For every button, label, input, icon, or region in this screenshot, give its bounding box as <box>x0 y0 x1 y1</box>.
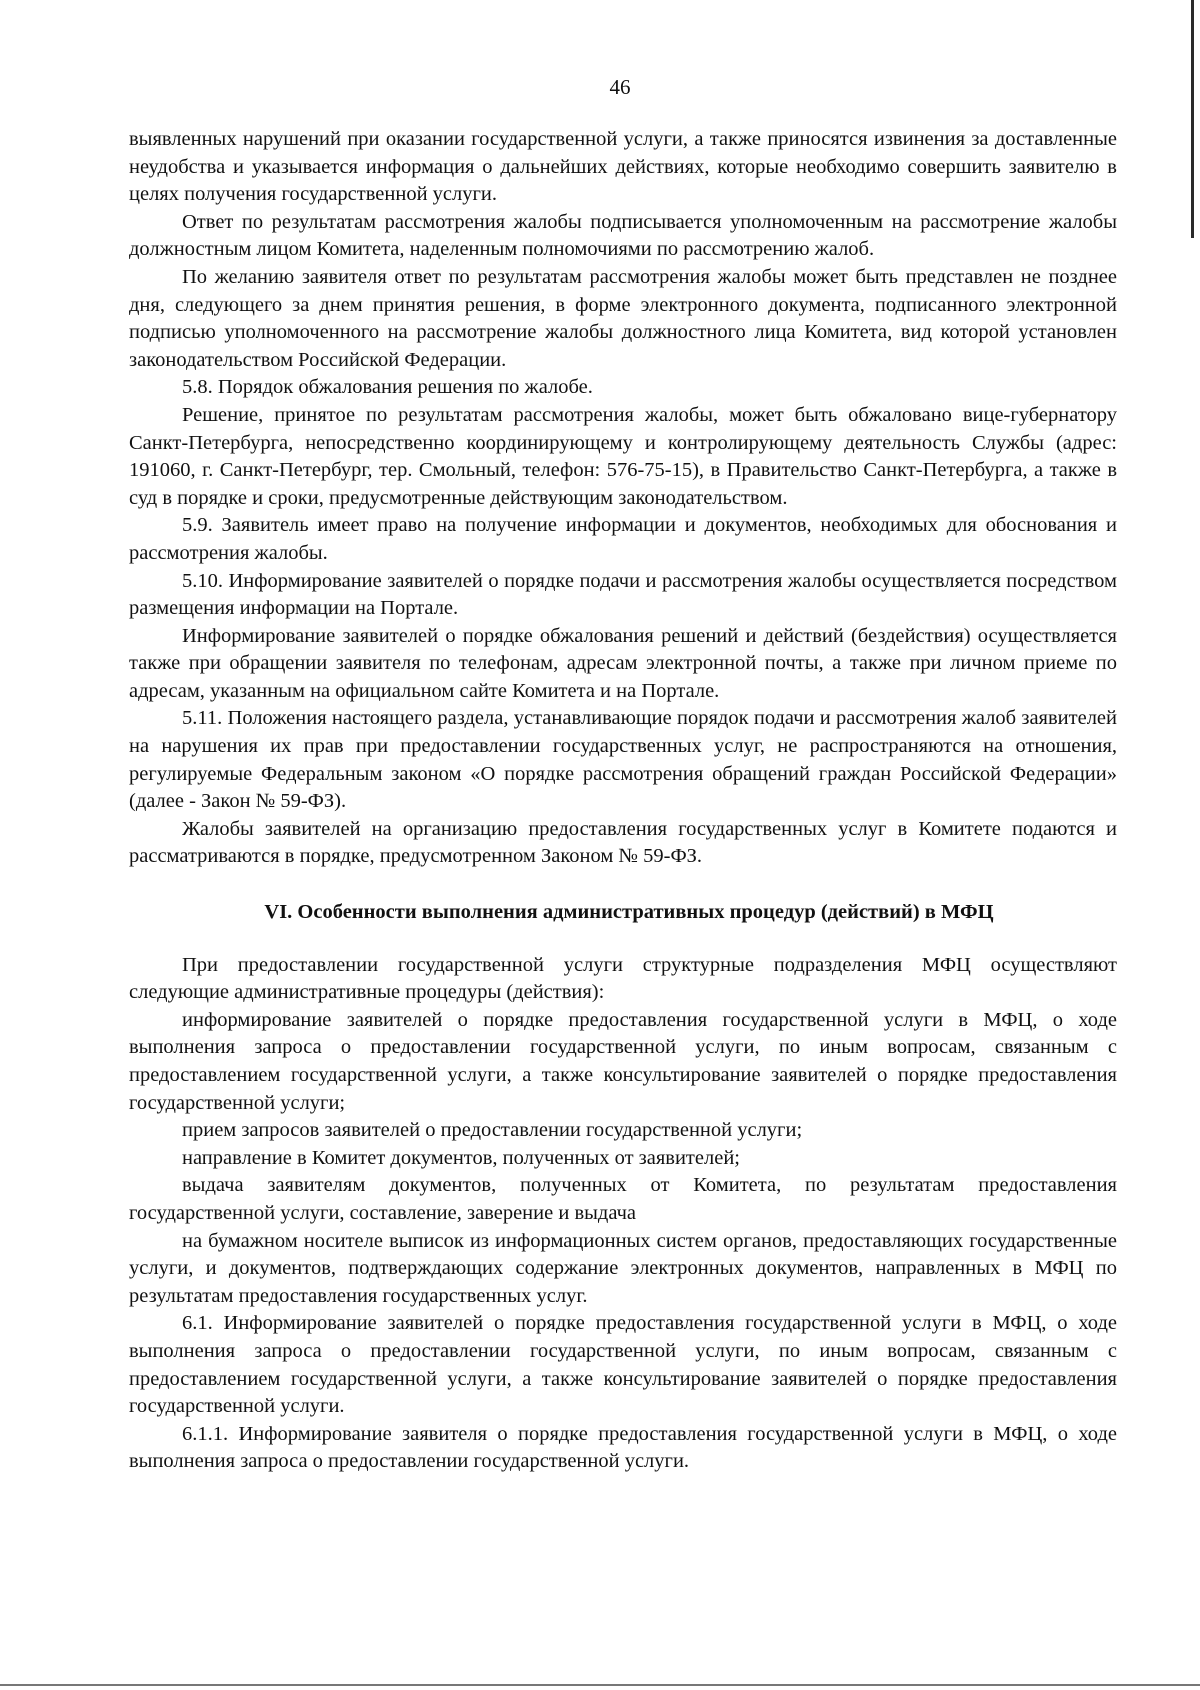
paragraph: 5.11. Положения настоящего раздела, устанавливающие порядок подачи и рассмотрения жалоб заявителей на нарушения их прав при предоставлении государственных услуг, не распространяются на отношения, регулируемые Федеральным законом «О порядке рассмотрения обращений граждан Российской Федерации» (далее - Закон № 59-ФЗ). <box>129 707 1117 813</box>
paragraph: 6.1.1. Информирование заявителя о порядке предоставления государственной услуги в МФЦ, о ходе выполнения запроса о предоставлении государственной услуги. <box>129 1422 1117 1473</box>
paragraph: выдача заявителям документов, полученных от Комитета, по результатам предоставления государственной услуги, составление, заверение и выдача <box>129 1174 1117 1224</box>
scan-edge-line <box>1191 0 1194 238</box>
paragraph: выявленных нарушений при оказании государственной услуги, а также приносятся извинения за доставленные неудобства и указывается информация о дальнейших действиях, которые необходимо совершить заявителю в целях получения государственной услуги. <box>129 128 1117 206</box>
paragraph: Жалобы заявителей на организацию предоставления государственных услуг в Комитете подаются и рассматриваются в порядке, предусмотренном Законом № 59-ФЗ. <box>129 817 1117 868</box>
paragraph: 5.10. Информирование заявителей о порядке подачи и рассмотрения жалобы осуществляется посредством размещения информации на Портале. <box>129 569 1117 620</box>
paragraph: направление в Комитет документов, полученных от заявителей; <box>182 1146 740 1169</box>
paragraph: По желанию заявителя ответ по результатам рассмотрения жалобы может быть представлен не позднее дня, следующего за днем принятия решения, в форме электронного документа, подписанного электронной подписью уполномоченного на рассмотрение жалобы должностного лица Комитета, вид которой установлен законодательством Российской Федерации. <box>129 265 1117 371</box>
paragraph: информирование заявителей о порядке предоставления государственной услуги в МФЦ, о ходе выполнения запроса о предоставлении государственной услуги, по иным вопросам, связанным с предоставлением государственной услуги, а также консультирование заявителей о порядке предоставления государственной услуги; <box>129 1008 1117 1114</box>
paragraph: При предоставлении государственной услуги структурные подразделения МФЦ осуществляют следующие административные процедуры (действия): <box>129 953 1117 1004</box>
document-body <box>129 126 1117 1476</box>
paragraph: на бумажном носителе выписок из информационных систем органов, предоставляющих государственные услуги, и документов, подтверждающих содержание электронных документов, направленных в МФЦ по результатам предоставления государственных услуг. <box>129 1229 1117 1307</box>
paragraph: Ответ по результатам рассмотрения жалобы подписывается уполномоченным на рассмотрение жалобы должностным лицом Комитета, наделенным полномочиями по рассмотрению жалоб. <box>129 210 1117 261</box>
scan-bottom-line <box>0 1684 1200 1686</box>
paragraph: 5.9. Заявитель имеет право на получение информации и документов, необходимых для обоснования и рассмотрения жалобы. <box>129 514 1117 564</box>
paragraph: Решение, принятое по результатам рассмотрения жалобы, может быть обжаловано вице-губернатору Санкт-Петербурга, непосредственно координирующему и контролирующему деятельность Службы (адрес: 191060, г. Санкт-Петербург, тер. Смольный, телефон: 576-75-15), в Правительство Санкт-Петербурга, а также в суд в порядке и сроки, предусмотренные действующим законодательством. <box>129 403 1117 509</box>
section-heading: VI. Особенности выполнения административных процедур (действий) в МФЦ <box>264 901 994 924</box>
paragraph: 6.1. Информирование заявителей о порядке предоставления государственной услуги в МФЦ, о ходе выполнения запроса о предоставлении государственной услуги, по иным вопросам, связанным с предоставлением государственной услуги, а также консультирование заявителей о порядке предоставления государственной услуги. <box>129 1312 1117 1418</box>
paragraph: 5.8. Порядок обжалования решения по жалобе. <box>182 376 593 399</box>
paragraph: прием запросов заявителей о предоставлении государственной услуги; <box>182 1119 803 1142</box>
page-number: 46 <box>609 75 631 99</box>
paragraph: Информирование заявителей о порядке обжалования решений и действий (бездействия) осуществляется также при обращении заявителя по телефонам, адресам электронной почты, а также при личном приеме по адресам, указанным на официальном сайте Комитета и на Портале. <box>129 624 1117 702</box>
